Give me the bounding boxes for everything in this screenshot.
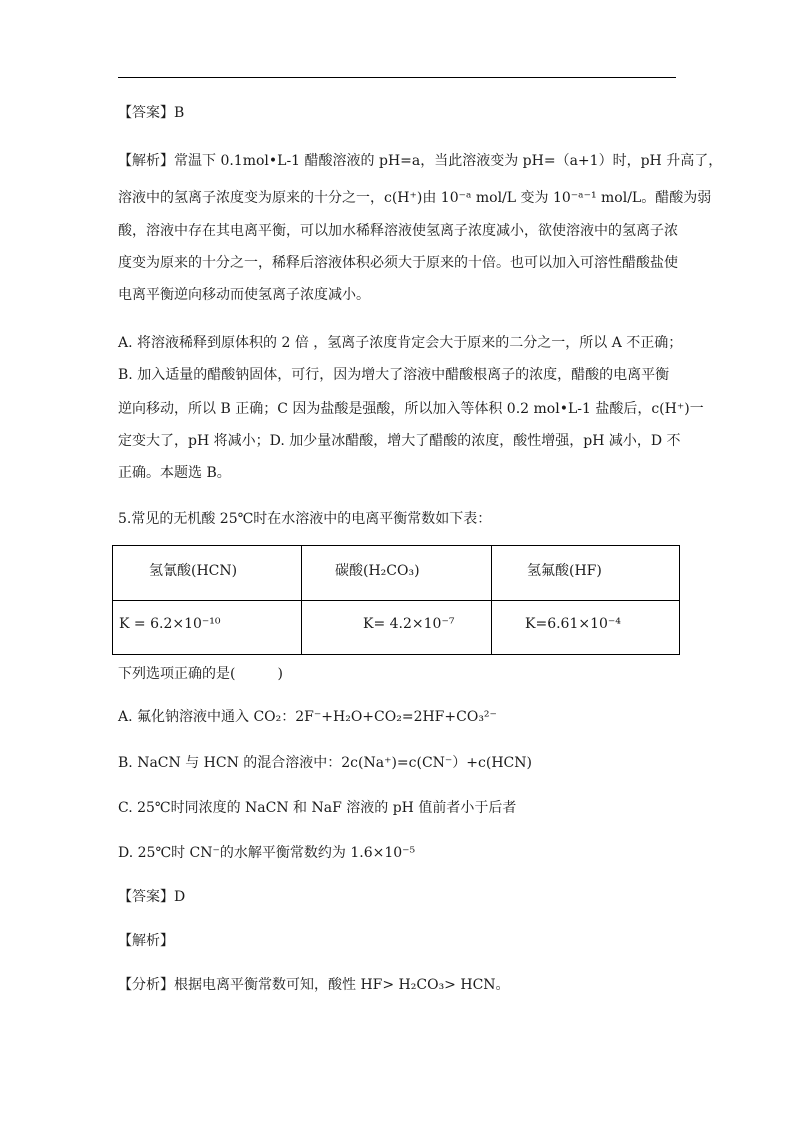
option-analysis-line-1: A. 将溶液稀释到原体积的 2 倍 ，氢离子浓度肯定会大于原来的二分之一，所以 A 不正确； xyxy=(118,335,683,351)
analysis-line-1: 【解析】常温下 0.1mol•L-1 醋酸溶液的 pH=a，当此溶液变为 pH=（a+1）时，pH 升高了， xyxy=(118,153,723,169)
fenxi-line: 【分析】根据电离平衡常数可知，酸性 HF> H₂CO₃> HCN。 xyxy=(118,977,510,993)
question-5-prompt: 下列选项正确的是( ) xyxy=(118,666,283,682)
analysis-line-2: 溶液中的氢离子浓度变为原来的十分之一，c(H⁺)由 10⁻ᵃ mol/L 变为 10⁻ᵃ⁻¹ mol/L。醋酸为弱 xyxy=(118,190,712,206)
table-value-hcn: K = 6.2×10⁻¹⁰ xyxy=(119,616,221,632)
header-rule xyxy=(118,77,676,78)
option-c: C. 25℃时同浓度的 NaCN 和 NaF 溶液的 pH 值前者小于后者 xyxy=(118,800,517,816)
option-a: A. 氟化钠溶液中通入 CO₂：2F⁻+H₂O+CO₂=2HF+CO₃²⁻ xyxy=(118,709,497,725)
table-header-hcn: 氢氰酸(HCN) xyxy=(149,563,238,579)
ionization-constant-table xyxy=(112,545,680,655)
option-analysis-line-2: B. 加入适量的醋酸钠固体，可行，因为增大了溶液中醋酸根离子的浓度，醋酸的电离平衡 xyxy=(118,367,670,383)
option-b: B. NaCN 与 HCN 的混合溶液中：2c(Na⁺)=c(CN⁻）+c(HCN) xyxy=(118,755,532,771)
option-analysis-line-5: 正确。本题选 B。 xyxy=(118,465,231,481)
answer-label-2: 【答案】D xyxy=(118,889,186,905)
answer-label-1: 【答案】B xyxy=(118,105,185,121)
option-analysis-line-3: 逆向移动，所以 B 正确；C 因为盐酸是强酸，所以加入等体积 0.2 mol•L-1 盐酸后，c(H⁺)一 xyxy=(118,401,704,417)
analysis-line-5: 电离平衡逆向移动而使氢离子浓度减小。 xyxy=(118,287,370,303)
analysis-label-2: 【解析】 xyxy=(118,933,174,949)
table-header-h2co3: 碳酸(H₂CO₃) xyxy=(335,563,420,579)
table-header-hf: 氢氟酸(HF) xyxy=(527,563,602,579)
option-analysis-line-4: 定变大了，pH 将减小；D. 加少量冰醋酸，增大了醋酸的浓度，酸性增强，pH 减小，D 不 xyxy=(118,433,681,449)
table-value-h2co3: K= 4.2×10⁻⁷ xyxy=(363,616,455,632)
analysis-line-3: 酸，溶液中存在其电离平衡，可以加水稀释溶液使氢离子浓度减小，欲使溶液中的氢离子浓 xyxy=(118,223,678,239)
question-5-stem: 5.常见的无机酸 25℃时在水溶液中的电离平衡常数如下表： xyxy=(118,511,492,527)
analysis-line-4: 度变为原来的十分之一，稀释后溶液体积必须大于原来的十倍。也可以加入可溶性醋酸盐使 xyxy=(118,255,678,271)
table-value-hf: K=6.61×10⁻⁴ xyxy=(525,616,621,632)
option-d: D. 25℃时 CN⁻的水解平衡常数约为 1.6×10⁻⁵ xyxy=(118,845,416,861)
